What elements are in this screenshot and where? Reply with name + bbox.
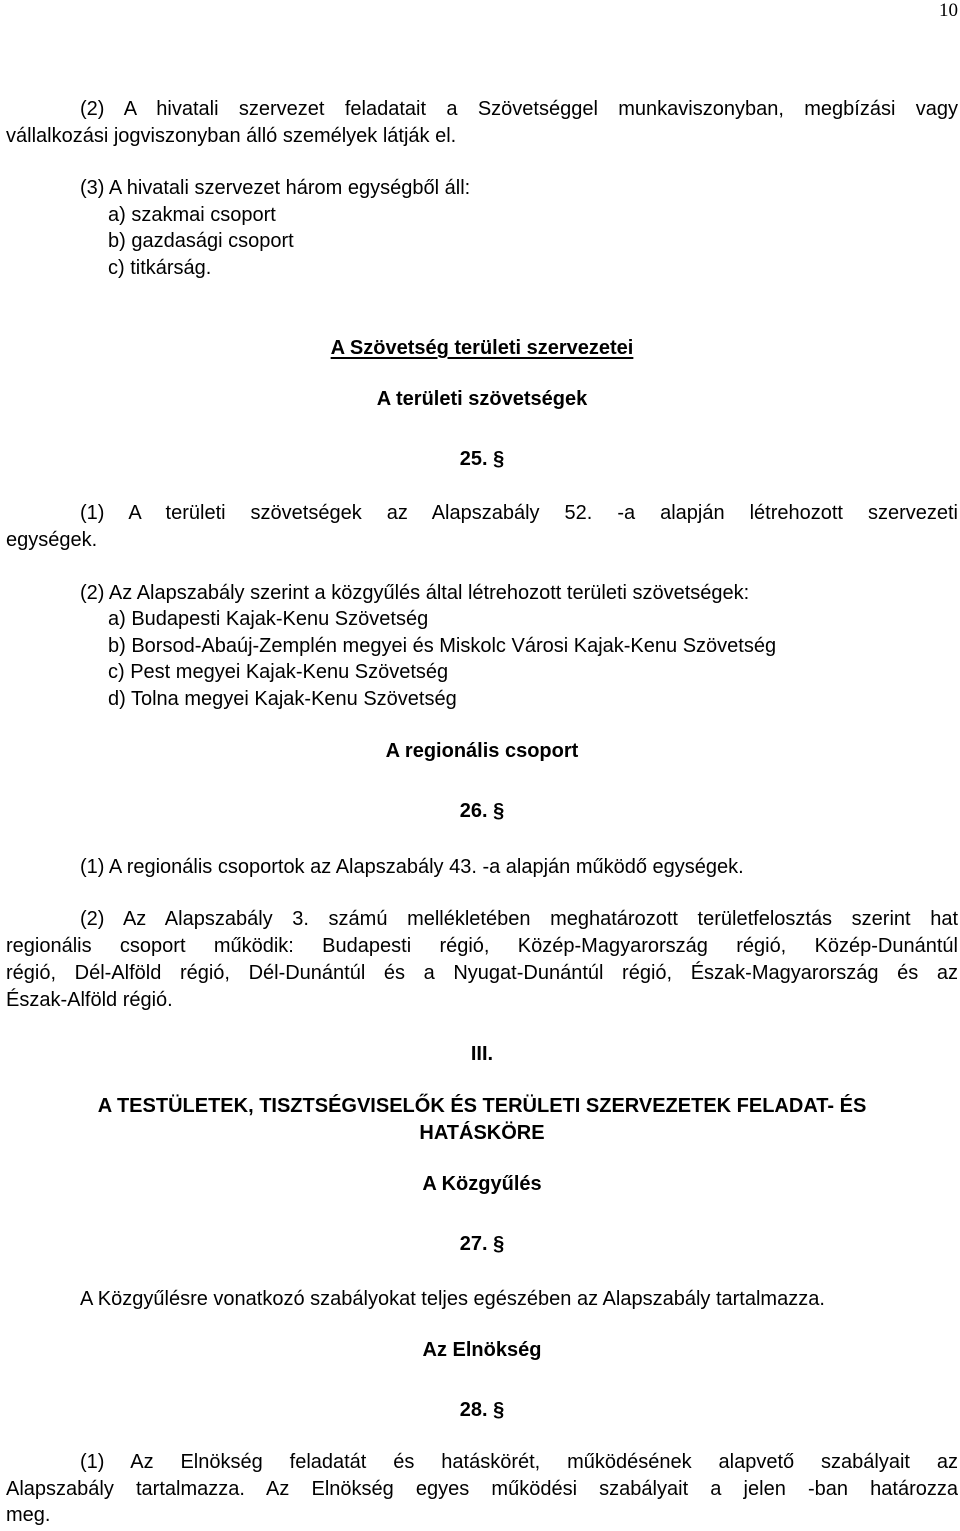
- hivatal-p2-line2: vállalkozási jogviszonyban álló személyek látják el.: [6, 125, 457, 147]
- s26-p2-line2: regionális csoport működik: Budapesti régió, Közép-Magyarország régió, Közép-Dunántúl: [6, 935, 958, 957]
- heading-kozgyules: A Közgyűlés: [422, 1173, 542, 1195]
- section-number-28: [0, 1397, 960, 1423]
- page-number: 10: [939, 0, 958, 21]
- s25-p1-line2: egységek.: [6, 529, 98, 551]
- section-number-text: 25.: [459, 448, 488, 470]
- section-number-27: [0, 1231, 960, 1257]
- section-sign-icon: §: [493, 1233, 505, 1255]
- s25-p1-line1: [80, 500, 958, 526]
- section-number-26: [0, 798, 960, 824]
- section-sign-icon: §: [493, 1399, 505, 1421]
- heading-teruleti-szovetsegek: A területi szövetségek: [376, 388, 588, 410]
- hivatal-list-item: b) gazdasági csoport: [108, 230, 294, 252]
- s26-p2-line4: Észak-Alföld régió.: [6, 989, 173, 1011]
- s28-p1-line2: Alapszabály tartalmazza. Az Elnökség egyes működési szabályait a jelen -ban határozza: [6, 1478, 958, 1500]
- heading-regionalis: A regionális csoport: [385, 740, 579, 762]
- chapter-title-line1: A TESTÜLETEK, TISZTSÉGVISELŐK ÉS TERÜLETI SZERVEZETEK FELADAT- ÉS: [97, 1095, 867, 1117]
- section-number-25: [0, 446, 960, 472]
- heading-elnokseg: Az Elnökség: [422, 1339, 542, 1361]
- s26-p1: (1) A regionális csoportok az Alapszabály 43. -a alapján működő egységek.: [80, 856, 744, 878]
- chapter-number: III.: [470, 1043, 494, 1065]
- section-sign-icon: §: [493, 448, 505, 470]
- heading-teruleti-szervezetei: A Szövetség területi szervezetei: [330, 337, 634, 359]
- hivatal-list-item: c) titkárság.: [108, 257, 212, 279]
- s28-p1-line1: (1) Az Elnökség feladatát és hatáskörét, működésének alapvető szabályait az: [80, 1451, 958, 1473]
- s25-p2-intro: (2) Az Alapszabály szerint a közgyűlés által létrehozott területi szövetségek:: [80, 582, 750, 604]
- hivatal-p2-line1: (2) A hivatali szervezet feladatait a Szövetséggel munkaviszonyban, megbízási vagy: [80, 98, 958, 120]
- s25-list-item: b) Borsod-Abaúj-Zemplén megyei és Miskolc Városi Kajak-Kenu Szövetség: [108, 635, 777, 657]
- s25-list-item: d) Tolna megyei Kajak-Kenu Szövetség: [108, 688, 457, 710]
- section-sign-icon: §: [493, 800, 505, 822]
- section-number-text: 26.: [459, 800, 488, 822]
- s25-list-item: c) Pest megyei Kajak-Kenu Szövetség: [108, 661, 449, 683]
- section-number-text: 28.: [459, 1399, 488, 1421]
- s26-p2-line1: (2) Az Alapszabály 3. számú mellékletében meghatározott területfelosztás szerint hat: [80, 908, 958, 930]
- section-number-text: 27.: [459, 1233, 488, 1255]
- hivatal-list-item: a) szakmai csoport: [108, 204, 276, 226]
- chapter-title-line2: HATÁSKÖRE: [419, 1122, 545, 1144]
- s28-p1-line3: meg.: [6, 1504, 51, 1526]
- hivatal-p3-intro: (3) A hivatali szervezet három egységből áll:: [80, 177, 471, 199]
- s27-p1: A Közgyűlésre vonatkozó szabályokat teljes egészében az Alapszabály tartalmazza.: [80, 1288, 825, 1310]
- s25-p1-text: (1) A területi szövetségek az Alapszabály 52. -a alapján létrehozott szervezeti: [80, 502, 958, 524]
- s26-p2-line3: régió, Dél-Alföld régió, Dél-Dunántúl és a Nyugat-Dunántúl régió, Észak-Magyarország és az: [6, 962, 958, 984]
- s25-list-item: a) Budapesti Kajak-Kenu Szövetség: [108, 608, 429, 630]
